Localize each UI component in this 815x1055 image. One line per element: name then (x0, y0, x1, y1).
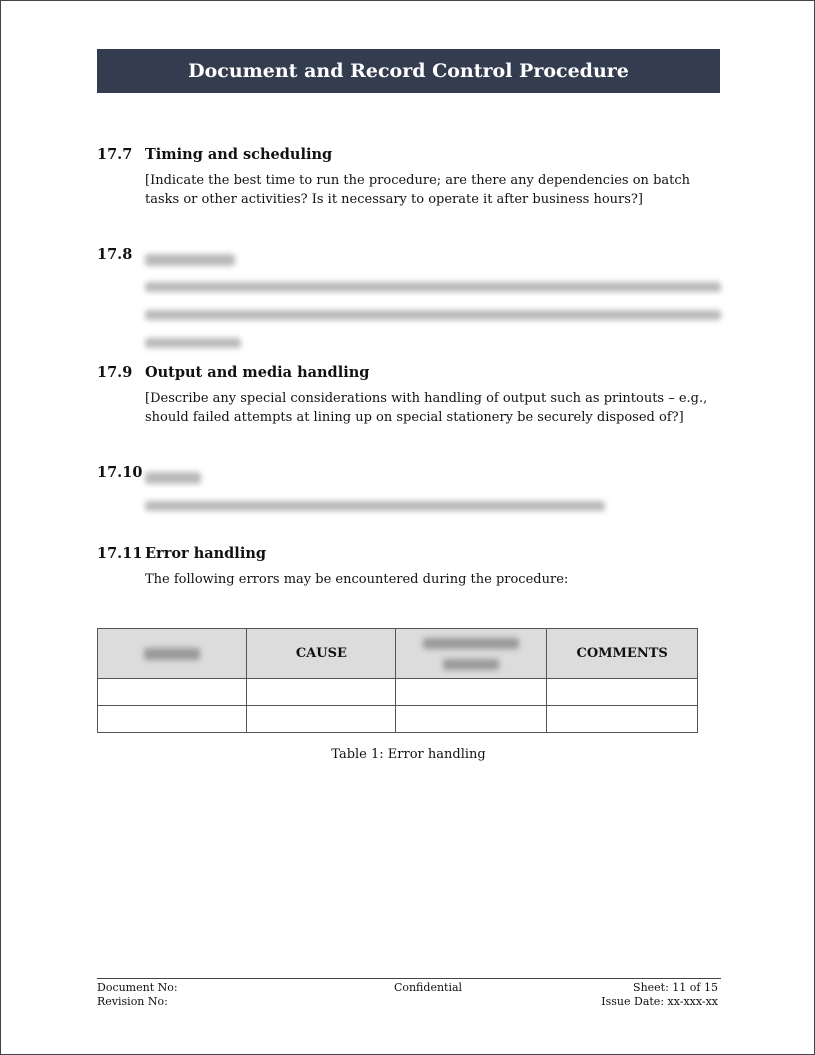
footer-right (601, 981, 718, 1009)
section-body: [Indicate the best time to run the procedure; are there any dependencies on batch tasks or other activities? Is it necessary to operate it after business hours?] (145, 173, 691, 207)
footer-revision-no: Revision No: (97, 995, 168, 1008)
table-caption: Table 1: Error handling (331, 747, 486, 762)
error-handling-table (97, 628, 698, 733)
table-cell (98, 706, 247, 733)
blurred-section-body (145, 276, 721, 351)
table-cell (396, 706, 547, 733)
table-cell (547, 706, 698, 733)
footer-sheet: Sheet: 11 of 15 (633, 981, 718, 994)
blurred-section-title (145, 467, 201, 486)
footer-document-no: Document No: (97, 981, 178, 994)
table-cell (396, 679, 547, 706)
section-number: 17.9 (97, 364, 133, 381)
table-header-blurred-1 (98, 629, 247, 679)
section-title: Timing and scheduling (145, 146, 333, 163)
section-number: 17.11 (97, 545, 143, 562)
section-body: [Describe any special considerations with handling of output such as printouts – e.g., should failed attempts at lining up on special stationery be securely disposed of?] (145, 391, 708, 425)
document-title-banner: Document and Record Control Procedure (97, 49, 720, 93)
table-header-row (98, 629, 698, 679)
table-cell (98, 679, 247, 706)
footer-divider (97, 978, 721, 979)
table-header-comments: COMMENTS (547, 629, 698, 679)
blurred-section-title (145, 249, 235, 268)
table-row (98, 706, 698, 733)
section-title: Output and media handling (145, 364, 370, 381)
table-cell (547, 679, 698, 706)
table-cell (247, 679, 396, 706)
section-body: The following errors may be encountered during the procedure: (145, 572, 569, 587)
footer-issue-date: Issue Date: xx-xxx-xx (601, 995, 718, 1008)
footer-confidential: Confidential (393, 981, 463, 994)
blurred-section-body (145, 495, 721, 514)
section-number: 17.7 (97, 146, 133, 163)
table-header-cause: CAUSE (247, 629, 396, 679)
section-number: 17.8 (97, 246, 133, 263)
table-cell (247, 706, 396, 733)
table-row (98, 679, 698, 706)
section-title: Error handling (145, 545, 267, 562)
table-header-blurred-3 (396, 629, 547, 679)
section-number: 17.10 (97, 464, 143, 481)
